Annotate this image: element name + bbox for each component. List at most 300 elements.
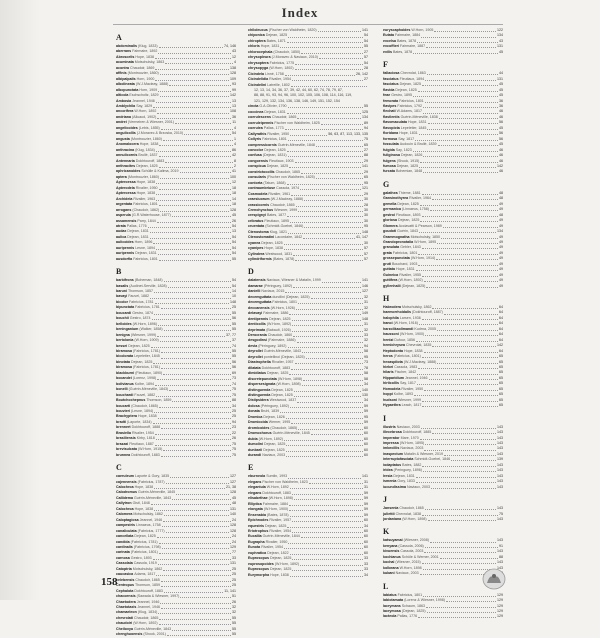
- index-entry-author: (W.Horn, 1895): [399, 441, 425, 445]
- index-entry-author: Dejean, 1825: [399, 82, 421, 87]
- dot-leader: [172, 627, 231, 631]
- index-entry-name: ancorifera: [116, 109, 134, 114]
- index-entry-name: Brasiella: [116, 430, 131, 435]
- index-entry-pages: 34: [364, 398, 368, 403]
- index-entry-pages: 4: [234, 142, 236, 147]
- index-entry-name: chlorocephala: [248, 49, 273, 54]
- index-entry-author: Hope, 1838: [137, 414, 157, 419]
- index-entry-name: anthracina: [116, 147, 135, 152]
- dot-leader: [414, 392, 498, 396]
- dot-leader: [423, 104, 498, 108]
- index-entry-author: dundlini (Dejean, 1825): [272, 294, 310, 299]
- index-entry-pages: 18: [232, 185, 236, 190]
- index-entry-pages: 58: [364, 349, 368, 354]
- index-entry-author: Naviaux, 2015: [261, 289, 285, 294]
- dot-leader: [451, 457, 496, 461]
- index-entry-pages: 60: [364, 447, 368, 452]
- index-entry-pages: 65: [499, 370, 503, 375]
- index-entry: [248, 257, 368, 262]
- index-entry-name: desgodinsi: [248, 338, 267, 343]
- index-column-3: [383, 28, 503, 620]
- index-entry-name: Cephalota: [116, 588, 134, 593]
- index-entry-name: Chaetodera: [116, 599, 136, 604]
- index-entry-name: labiotarsata: [383, 598, 404, 603]
- index-entry: [116, 257, 236, 262]
- index-entry-name: Gansinothyrea: [383, 196, 409, 201]
- index-entry-pages: 64: [499, 348, 503, 353]
- index-entry-author: Dejean, 1825: [128, 343, 150, 348]
- index-entry-author: G.A.Olivier, 1790: [259, 104, 287, 109]
- index-entry-pages: 25: [232, 583, 236, 588]
- dot-leader: [413, 50, 498, 54]
- index-entry-author: (Klug, 1833): [137, 44, 158, 48]
- index-entry-author: (W.Horn, 1892): [269, 66, 294, 71]
- index-entry-author: Adams, 1817: [134, 572, 156, 577]
- index-entry-name: biramosa: [116, 365, 132, 370]
- dot-leader: [431, 485, 496, 489]
- index-entry-pages: 75: [232, 392, 236, 397]
- index-entry-author: (Linnaeus, 1758): [401, 207, 429, 212]
- index-entry-name: illustris: [383, 424, 396, 429]
- index-entry-author: (W.J.Macleay, 1888): [270, 197, 304, 202]
- dot-leader: [423, 468, 496, 472]
- index-entry-name: canaliculata: [116, 528, 137, 533]
- index-entry-name: Apterodela: [116, 185, 135, 190]
- index-entry-pages: 149: [362, 311, 368, 316]
- dot-leader: [302, 382, 363, 386]
- dot-leader: [157, 534, 231, 538]
- index-entry-author: Dokhtouroff, 1883: [131, 452, 160, 457]
- index-entry-pages: 36: [499, 103, 503, 108]
- index-entry-pages: 34: [232, 403, 236, 408]
- index-entry-pages: 55: [232, 349, 236, 354]
- dot-leader: [164, 589, 223, 593]
- index-entry-author: (W.Horn, 1900): [399, 332, 425, 337]
- index-entry-author: Rivalier, 1957: [271, 360, 294, 365]
- index-entry-pages: 31: [364, 485, 368, 490]
- index-entry-name: Catoptria: [116, 566, 132, 571]
- index-entry-author: Fischer, 1842: [394, 370, 417, 375]
- index-entry-pages: 143: [497, 451, 503, 456]
- index-entry-author: Fairmaire, 1884: [394, 33, 421, 38]
- index-entry-pages: 142: [230, 93, 236, 98]
- index-entry-name: eburneola: [248, 474, 266, 479]
- dot-leader: [417, 370, 498, 374]
- index-entry-pages: 37: [232, 338, 236, 343]
- index-entry-pages: 54: [232, 283, 236, 288]
- index-entry-author: Dejean, 1825: [269, 316, 291, 321]
- index-entry-name: flechati: [383, 109, 396, 114]
- index-entry-author: Chaudoir, 1865: [271, 115, 297, 120]
- index-entry-pages: 94: [364, 343, 368, 348]
- index-entry-pages: 33: [364, 333, 368, 338]
- index-entry-pages: 65: [364, 175, 368, 180]
- index-entry-pages: 131: [230, 506, 236, 511]
- index-entry-name: Eurymorpha: [248, 572, 270, 577]
- index-entry-name: fuliginosa: [383, 153, 400, 158]
- index-entry-author: W.Adams, 1817: [396, 109, 422, 114]
- index-entry-author: (Wiesner, 1999): [130, 332, 157, 337]
- index-entry-author: Dejean, 1831: [135, 251, 157, 256]
- dot-leader: [418, 365, 498, 369]
- index-entry-name: Eriotrophus: [248, 528, 269, 533]
- dot-leader: [292, 518, 363, 522]
- index-entry-author: (Chaudoir, 1865): [270, 425, 298, 430]
- index-entry-author: Chaudoir, 1865: [399, 506, 424, 511]
- dot-leader: [161, 354, 231, 358]
- index-entry-name: cyanipes: [248, 246, 264, 251]
- index-entry-name: elisabethae: [248, 496, 268, 501]
- index-entry-name: aberrans: [116, 49, 132, 54]
- index-entry-name: baruni: [116, 289, 127, 294]
- index-entry-pages: 34: [364, 523, 368, 528]
- dot-leader: [425, 506, 496, 510]
- dot-leader: [444, 310, 498, 314]
- index-entry-author: pontellinoi (Dejean, 1825): [263, 354, 305, 359]
- index-entry-pages: 73: [364, 360, 368, 365]
- index-entry-pages: 36: [232, 114, 236, 119]
- index-entry-name: congoensis: [248, 158, 268, 163]
- index-entry-author: Gestro, 1895: [391, 93, 412, 98]
- index-entry-author: Fabricius, 1792: [397, 103, 422, 108]
- index-entry-pages: 25: [232, 409, 236, 413]
- index-entry-name: hanoi: [383, 321, 393, 326]
- index-entry-author: Bates, 1878: [393, 49, 413, 54]
- index-entry-author: Fairmaire, 1887: [399, 44, 426, 49]
- index-entry-name: beninganium: [116, 327, 139, 332]
- index-entry-name: lacteola: [383, 614, 397, 619]
- index-entry-name: constrictocollis: [248, 169, 275, 174]
- index-entry-author: (Klug, 1834): [135, 147, 155, 152]
- index-entry-pages: 57: [364, 55, 368, 60]
- index-entry-name: Brachyptera: [116, 414, 137, 419]
- index-entry-author: (Cassola, 2006): [398, 543, 424, 548]
- index-entry-name: bouchii: [116, 316, 129, 321]
- dot-leader: [150, 294, 231, 298]
- dot-leader: [297, 115, 361, 119]
- index-entry-pages: 42: [232, 153, 236, 158]
- index-entry-name: Hypaethra: [383, 403, 401, 408]
- dot-leader: [422, 191, 498, 195]
- index-entry-pages: 125: [362, 109, 368, 114]
- index-entry-pages: 74, 146: [224, 44, 236, 48]
- index-entry-name: distinguenda: [248, 387, 271, 392]
- dot-leader: [420, 436, 496, 440]
- index-entry-name: Cosmodela: [248, 191, 268, 196]
- index-entry-pages: 140: [230, 512, 236, 517]
- index-entry-name: cancellata: [116, 534, 134, 539]
- index-entry-author: (W.Horn, 1898): [276, 382, 301, 387]
- index-entry-name: euryscaphoides: [383, 28, 411, 32]
- dot-leader: [311, 431, 363, 435]
- index-entry-name: dromicoides: [248, 425, 270, 430]
- index-entry-name: fulgida: [383, 147, 395, 152]
- index-entry-pages: 143: [497, 424, 503, 429]
- index-entry-pages: 54: [232, 234, 236, 239]
- index-entry-pages: 28: [364, 66, 368, 71]
- index-entry-pages: 18: [232, 191, 236, 196]
- index-entry-name: imperator: [383, 435, 400, 440]
- index-entry-name: biramosa: [116, 349, 132, 354]
- index-entry-name: haemorrhoidalis: [383, 310, 411, 315]
- index-letter-heading: A: [116, 33, 122, 42]
- index-entry-name: cardinalis: [116, 544, 133, 549]
- dot-leader: [292, 77, 363, 81]
- index-entry-author: Rivalier, 1954: [131, 430, 154, 435]
- dot-leader: [159, 44, 223, 48]
- index-entry-name: bonelli: [116, 387, 128, 392]
- index-entry-author: Dejean, 1825: [395, 87, 417, 92]
- dot-leader: [168, 284, 231, 288]
- index-entry-pages: 25: [232, 577, 236, 582]
- index-entry-name: Guineica: [383, 272, 399, 277]
- dot-leader: [423, 169, 498, 173]
- dot-leader: [150, 229, 231, 233]
- dot-leader: [429, 376, 498, 380]
- index-entry-author: (Fabricius, 1777): [137, 528, 165, 533]
- index-entry-pages: 25: [232, 414, 236, 419]
- index-entry-name: fallaciosa: [383, 71, 400, 76]
- dot-leader: [161, 126, 233, 130]
- index-entry-author: Hope, 1831: [399, 131, 418, 136]
- index-entry-author: Pallas, 1773: [263, 126, 284, 131]
- index-entry-author: (Shook, 2001): [143, 632, 166, 637]
- index-entry-author: (Bates, 1878): [266, 512, 289, 517]
- index-entry-pages: 75: [232, 452, 236, 457]
- dot-leader: [434, 28, 496, 32]
- index-entry-author: (Montrouzier, 1860): [127, 174, 159, 179]
- dot-leader: [156, 393, 231, 397]
- index-entry-pages: 30: [364, 197, 368, 202]
- index-entry-author: Motschulsky, 1850: [410, 234, 441, 239]
- index-entry-author: (Klug, 1834): [137, 610, 158, 615]
- index-entry-name: euphratica: [248, 550, 267, 555]
- index-entry-author: Guérin-Méneville, 1848: [277, 142, 315, 147]
- index-entry-pages: 55: [364, 44, 368, 49]
- dot-leader: [446, 598, 496, 602]
- dot-leader: [152, 316, 231, 320]
- index-entry-name: blackburni: [116, 370, 135, 375]
- index-entry-name: coeruleipennis: [248, 120, 274, 125]
- index-entry-author: Dokhtouroff, 1883: [261, 365, 291, 370]
- index-entry-author: Dejean, 1825: [263, 442, 286, 447]
- index-entry-name: iridea: [383, 468, 393, 473]
- index-entry-pages: 95: [364, 180, 368, 185]
- index-entry-pages: 29: [364, 191, 368, 196]
- dot-leader: [159, 142, 233, 146]
- index-entry-name: angusta: [116, 136, 130, 141]
- index-entry-pages: 65: [364, 142, 368, 147]
- dot-leader: [311, 295, 363, 299]
- index-entry-name: albopunctata: [116, 87, 139, 92]
- index-entry-name: auripennis: [116, 245, 135, 250]
- index-entry-author: Rivalier, 1950: [135, 185, 158, 190]
- dot-leader: [288, 137, 363, 141]
- index-entry-pages: 127: [362, 289, 368, 294]
- index-entry-pages: 49: [499, 278, 503, 283]
- index-entry-author: Dejean, 1825: [271, 387, 293, 392]
- index-entry-pages: 46: [499, 114, 503, 119]
- index-entry-name: chiloleucus: [248, 28, 268, 32]
- index-entry-name: ausdorfia: [116, 256, 133, 261]
- dot-leader: [416, 479, 496, 483]
- dot-leader: [156, 197, 231, 201]
- index-entry-author: Guérin-Méneville, 1845: [272, 431, 310, 436]
- dot-leader: [155, 77, 229, 81]
- index-entry-author: Naviaux, 2003: [396, 424, 420, 429]
- index-entry-author: Leach, 1817: [401, 403, 422, 408]
- dot-leader: [176, 490, 229, 494]
- dot-leader: [288, 344, 363, 348]
- index-entry-pages: 36: [499, 98, 503, 103]
- index-entry-author: (W.J.Macleay, 1888): [135, 82, 169, 87]
- index-entry-name: Grandopronotalia: [383, 239, 414, 244]
- index-entry-name: fulgens: [383, 158, 396, 163]
- dot-leader: [432, 305, 498, 309]
- dot-leader: [287, 110, 361, 114]
- index-entry-author: Fabricius, 1801: [262, 137, 287, 142]
- dot-leader: [290, 132, 327, 136]
- index-entry-author: (Fleutiaux, 1890): [135, 370, 163, 375]
- index-entry-pages: 55: [232, 615, 236, 620]
- index-entry-author: Fabricius, 1801: [133, 202, 158, 207]
- index-entry-author: Dejean, 1825: [130, 359, 153, 364]
- index-entry-author: Thomson, 1859: [134, 583, 160, 588]
- dot-leader: [420, 159, 498, 163]
- index-entry-author: Dejean, 1825: [271, 393, 293, 397]
- index-entry-author: Audouin & Brullé, 1839: [399, 142, 437, 147]
- index-entry-name: Collyris: [248, 137, 262, 142]
- dot-leader: [156, 246, 231, 250]
- index-entry-author: Horn, 1909: [139, 87, 158, 92]
- dot-leader: [285, 126, 363, 130]
- index-entry-name: acontra: [116, 65, 129, 70]
- index-entry-author: (Laporte, 1834): [126, 419, 152, 424]
- index-entry-author: Westwood, 1837: [269, 398, 297, 403]
- dot-leader: [420, 202, 498, 206]
- index-letter-heading: F: [383, 60, 388, 70]
- index-entry-author: Guérin-Méneville, 1844: [262, 534, 300, 539]
- dot-leader: [170, 474, 229, 478]
- index-entry-pages: 34: [364, 382, 368, 387]
- dot-leader: [423, 153, 498, 157]
- index-entry-name: katsuyamai: [383, 538, 403, 543]
- index-entry-author: Hope, 1831: [395, 267, 415, 272]
- dot-leader: [156, 436, 231, 440]
- index-entry-author: (Sawada & Wiesner, 1997): [136, 594, 180, 599]
- index-entry: [383, 614, 503, 619]
- dot-leader: [160, 208, 229, 212]
- dot-leader: [154, 289, 231, 293]
- dot-leader: [154, 485, 225, 489]
- index-entry-name: assamensis: [116, 218, 137, 223]
- dot-leader: [150, 235, 231, 239]
- index-entry-author: Kirby, 1818: [136, 436, 155, 441]
- index-entry-author: Jeannel, 1946: [132, 98, 155, 103]
- dot-leader: [292, 328, 363, 332]
- index-entry-pages: 78: [364, 365, 368, 370]
- index-entry-name: Dromica: [248, 414, 263, 419]
- index-entry-author: (Fabricius, 1801): [130, 550, 158, 555]
- dot-leader: [302, 349, 363, 353]
- index-entry-pages: 141: [362, 278, 368, 283]
- index-entry-pages: 26: [232, 436, 236, 441]
- dot-leader: [309, 480, 363, 484]
- dot-leader: [300, 186, 361, 190]
- index-entry-name: Euprosopus: [248, 567, 269, 572]
- index-entry: [383, 403, 503, 408]
- index-entry-pages: 24: [232, 539, 236, 544]
- index-entry-author: Werner, 1995: [268, 420, 291, 425]
- index-entry-pages: 60: [364, 545, 368, 550]
- index-entry-name: confusa: [248, 153, 262, 158]
- index-entry-author: (Vermeiren & Wiesner, 2001): [127, 120, 174, 125]
- index-entry-name: kochai: [383, 560, 395, 565]
- index-entry-name: durandi: [248, 452, 262, 457]
- dot-leader: [427, 609, 496, 613]
- index-entry-author: Dejean, 1825: [397, 218, 420, 223]
- index-entry-pages: 65: [499, 397, 503, 402]
- index-entry-pages: 95: [364, 354, 368, 359]
- index-entry-author: (Fabricius, 1787): [137, 479, 165, 484]
- dot-leader: [424, 549, 496, 553]
- index-entry-author: Dejean, 1822: [267, 550, 289, 555]
- dot-leader: [161, 583, 231, 587]
- index-entry-author: Eschscholtz, 1829: [129, 93, 159, 98]
- index-entry-author: Rivalier, 1954: [261, 545, 283, 550]
- index-entry-name: brevisulcata: [116, 447, 137, 452]
- index-entry-pages: 143: [497, 441, 503, 445]
- index-entry-author: (Dejean, 1831): [262, 153, 287, 158]
- index-entry-pages: 88: [232, 398, 236, 403]
- index-entry-name: inaspectum: [383, 451, 403, 456]
- index-entry-author: Rivalier, 1954: [269, 528, 292, 533]
- dot-leader: [422, 403, 498, 407]
- dot-leader: [172, 213, 231, 217]
- index-entry-author: Chaudoir, 1865: [275, 169, 300, 174]
- index-entry-name: compressicornis: [248, 142, 277, 147]
- index-entry-pages: 56: [232, 316, 236, 321]
- index-entry-author: Dejean, 1825: [397, 201, 419, 206]
- dot-leader: [440, 555, 498, 559]
- dot-leader: [430, 207, 498, 211]
- index-entry-name: flavipes: [383, 103, 397, 108]
- index-entry-author: Hope, 1831: [260, 44, 280, 49]
- index-entry-author: Guérin-Méneville, 1845: [137, 490, 176, 495]
- index-entry-pages: 22: [232, 430, 236, 435]
- index-entry-pages: 74: [232, 343, 236, 348]
- index-entry-name: chevrolati: [116, 615, 133, 620]
- index-entry-pages: 23: [232, 425, 236, 430]
- index-entry-pages: 49: [499, 272, 503, 277]
- index-entry-pages: 57: [364, 257, 368, 262]
- index-entry-pages: 58: [364, 376, 368, 381]
- dot-leader: [157, 219, 231, 223]
- index-letter-heading: C: [116, 463, 122, 473]
- dot-leader: [425, 332, 498, 336]
- dot-leader: [430, 538, 496, 542]
- dot-leader: [163, 371, 231, 375]
- index-entry-author: Naviaux, 2003: [406, 484, 430, 489]
- dot-leader: [172, 496, 231, 500]
- index-entry-author: Cassola, 2003: [400, 549, 424, 554]
- index-entry-name: candida: [116, 539, 130, 544]
- dot-leader: [439, 115, 498, 119]
- index-entry-pages: 45: [499, 93, 503, 98]
- index-entry-name: danielli: [248, 289, 261, 294]
- index-entry-pages: 32: [232, 604, 236, 609]
- index-entry-pages: 69: [232, 370, 236, 375]
